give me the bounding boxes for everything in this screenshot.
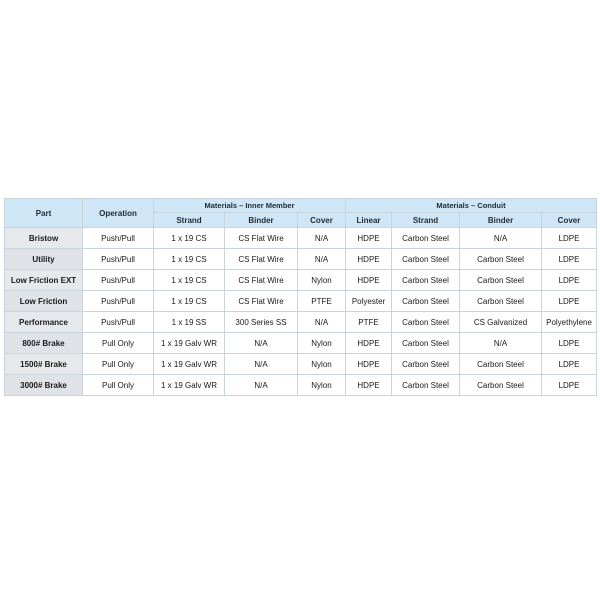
cell-inner-cover: Nylon xyxy=(298,333,346,354)
table-row xyxy=(5,249,597,270)
header-inner-cover: Cover xyxy=(298,213,346,228)
cell-operation: Push/Pull xyxy=(83,291,154,312)
cell-conduit-binder: Carbon Steel xyxy=(460,249,542,270)
cell-inner-cover: N/A xyxy=(298,312,346,333)
cell-conduit-cover: LDPE xyxy=(542,228,597,249)
cell-part: Low Friction xyxy=(5,291,83,312)
cell-conduit-cover: LDPE xyxy=(542,354,597,375)
cell-inner-cover: Nylon xyxy=(298,375,346,396)
cell-conduit-cover: LDPE xyxy=(542,333,597,354)
cell-inner-strand: 1 x 19 Galv WR xyxy=(154,375,225,396)
header-part: Part xyxy=(5,199,83,228)
table-row xyxy=(5,375,597,396)
cell-part: 800# Brake xyxy=(5,333,83,354)
cell-inner-strand: 1 x 19 CS xyxy=(154,249,225,270)
header-conduit-group: Materials – Conduit xyxy=(346,199,597,213)
cell-inner-strand: 1 x 19 CS xyxy=(154,291,225,312)
cell-conduit-cover: LDPE xyxy=(542,375,597,396)
cell-operation: Push/Pull xyxy=(83,249,154,270)
cell-part: 3000# Brake xyxy=(5,375,83,396)
materials-spec-table xyxy=(4,198,597,396)
cell-conduit-cover: LDPE xyxy=(542,249,597,270)
cell-conduit-linear: PTFE xyxy=(346,312,392,333)
cell-conduit-cover: LDPE xyxy=(542,270,597,291)
cell-conduit-strand: Carbon Steel xyxy=(392,375,460,396)
cell-conduit-binder: N/A xyxy=(460,228,542,249)
table-row xyxy=(5,333,597,354)
cell-inner-binder: CS Flat Wire xyxy=(225,270,298,291)
cell-conduit-linear: HDPE xyxy=(346,249,392,270)
cell-conduit-strand: Carbon Steel xyxy=(392,312,460,333)
cell-conduit-strand: Carbon Steel xyxy=(392,291,460,312)
cell-inner-cover: Nylon xyxy=(298,354,346,375)
header-inner-member-group: Materials – Inner Member xyxy=(154,199,346,213)
cell-inner-strand: 1 x 19 Galv WR xyxy=(154,354,225,375)
table-body xyxy=(5,228,597,396)
cell-conduit-binder: Carbon Steel xyxy=(460,354,542,375)
cell-part: 1500# Brake xyxy=(5,354,83,375)
cell-conduit-cover: LDPE xyxy=(542,291,597,312)
cell-operation: Pull Only xyxy=(83,333,154,354)
cell-conduit-cover: Polyethylene xyxy=(542,312,597,333)
cell-inner-binder: N/A xyxy=(225,333,298,354)
cell-operation: Pull Only xyxy=(83,375,154,396)
cell-inner-cover: PTFE xyxy=(298,291,346,312)
cell-inner-strand: 1 x 19 CS xyxy=(154,270,225,291)
cell-operation: Push/Pull xyxy=(83,312,154,333)
header-conduit-cover: Cover xyxy=(542,213,597,228)
cell-inner-binder: CS Flat Wire xyxy=(225,249,298,270)
cell-conduit-linear: HDPE xyxy=(346,228,392,249)
cell-conduit-linear: Polyester xyxy=(346,291,392,312)
cell-inner-binder: 300 Series SS xyxy=(225,312,298,333)
header-conduit-strand: Strand xyxy=(392,213,460,228)
cell-inner-binder: N/A xyxy=(225,354,298,375)
cell-part: Low Friction EXT xyxy=(5,270,83,291)
header-inner-strand: Strand xyxy=(154,213,225,228)
cell-part: Utility xyxy=(5,249,83,270)
table-row xyxy=(5,291,597,312)
cell-conduit-strand: Carbon Steel xyxy=(392,333,460,354)
cell-conduit-linear: HDPE xyxy=(346,270,392,291)
header-conduit-binder: Binder xyxy=(460,213,542,228)
cell-conduit-linear: HDPE xyxy=(346,354,392,375)
cell-part: Performance xyxy=(5,312,83,333)
table-row xyxy=(5,270,597,291)
cell-conduit-binder: Carbon Steel xyxy=(460,270,542,291)
cell-conduit-strand: Carbon Steel xyxy=(392,228,460,249)
cell-conduit-strand: Carbon Steel xyxy=(392,354,460,375)
cell-inner-strand: 1 x 19 Galv WR xyxy=(154,333,225,354)
cell-inner-binder: CS Flat Wire xyxy=(225,291,298,312)
cell-inner-strand: 1 x 19 CS xyxy=(154,228,225,249)
cell-operation: Push/Pull xyxy=(83,228,154,249)
cell-inner-strand: 1 x 19 SS xyxy=(154,312,225,333)
cell-conduit-binder: N/A xyxy=(460,333,542,354)
cell-inner-cover: N/A xyxy=(298,228,346,249)
header-conduit-linear: Linear xyxy=(346,213,392,228)
cell-conduit-binder: CS Galvanized xyxy=(460,312,542,333)
cell-conduit-strand: Carbon Steel xyxy=(392,249,460,270)
table-row xyxy=(5,354,597,375)
cell-inner-binder: CS Flat Wire xyxy=(225,228,298,249)
cell-operation: Push/Pull xyxy=(83,270,154,291)
cell-part: Bristow xyxy=(5,228,83,249)
cell-inner-cover: N/A xyxy=(298,249,346,270)
cell-conduit-linear: HDPE xyxy=(346,333,392,354)
table-row xyxy=(5,312,597,333)
cell-conduit-binder: Carbon Steel xyxy=(460,291,542,312)
cell-inner-cover: Nylon xyxy=(298,270,346,291)
cell-conduit-linear: HDPE xyxy=(346,375,392,396)
header-inner-binder: Binder xyxy=(225,213,298,228)
header-operation: Operation xyxy=(83,199,154,228)
cell-conduit-binder: Carbon Steel xyxy=(460,375,542,396)
cell-conduit-strand: Carbon Steel xyxy=(392,270,460,291)
table-row xyxy=(5,228,597,249)
cell-operation: Pull Only xyxy=(83,354,154,375)
cell-inner-binder: N/A xyxy=(225,375,298,396)
